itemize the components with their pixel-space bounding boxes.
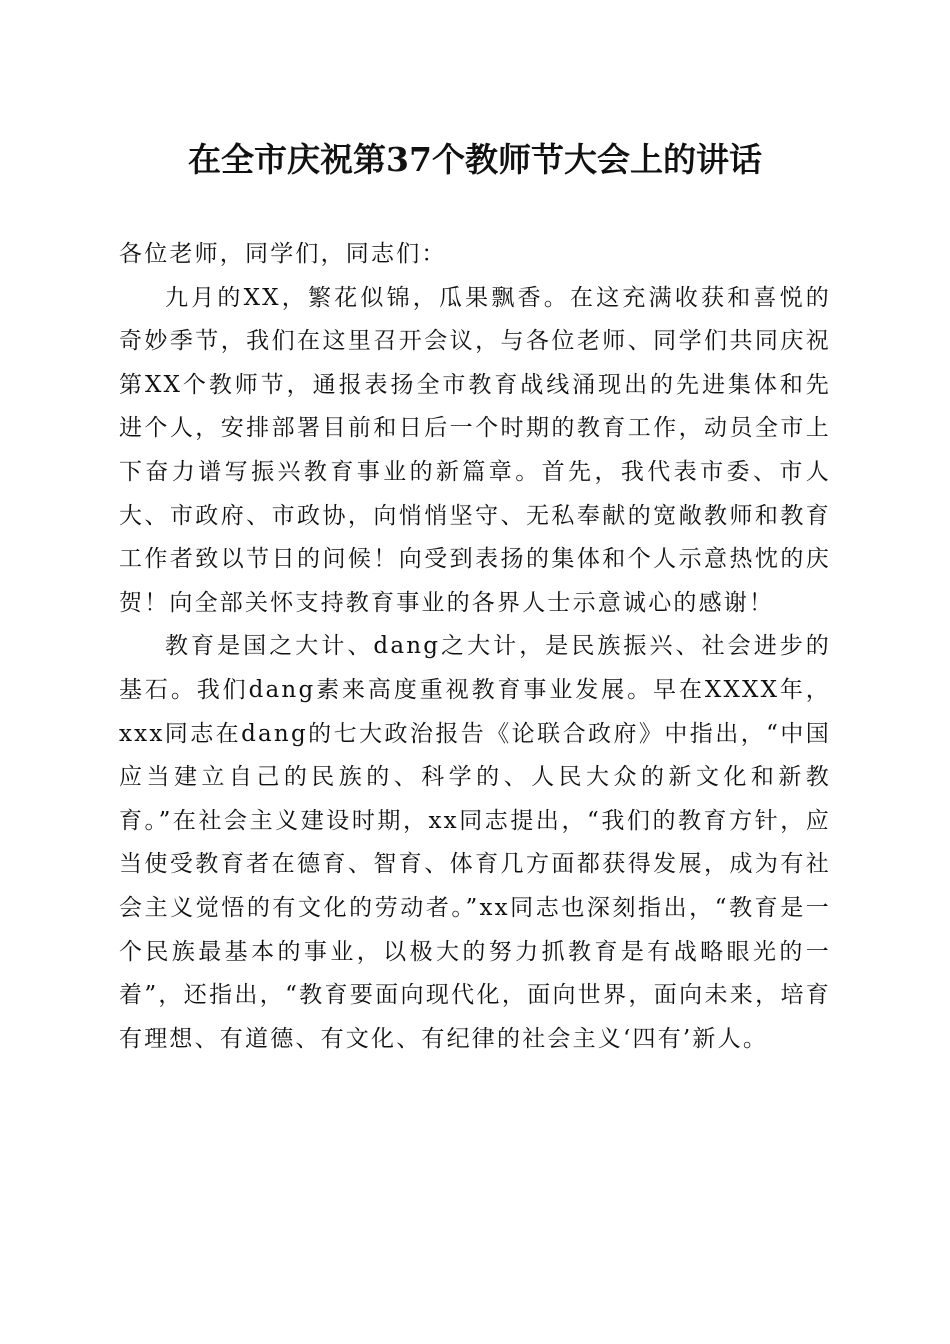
salutation: 各位老师，同学们，同志们： — [119, 241, 447, 267]
paragraph-1: 九月的XX，繁花似锦，瓜果飘香。在这充满收获和喜悦的奇妙季节，我们在这里召开会议，与各位老师、同学们共同庆祝第XX个教师节，通报表扬全市教育战线涌现出的先进集体和先进个人，安排部署目前和日后一个时期的教育工作，动员全市上下奋力谱写振兴教育事业的新篇章。首先，我代表市委、市人大、市政府、市政协，向悄悄坚守、无私奉献的宽敞教师和教育工作者致以节日的问候！向受到表扬的集体和个人示意热忱的庆贺！向全部关怀支持教育事业的各界人士示意诚心的感谢！ — [119, 284, 831, 616]
paragraph-2: 教育是国之大计、dang之大计，是民族振兴、社会进步的基石。我们dang素来高度重视教育事业发展。早在XXXX年，xxx同志在dang的七大政治报告《论联合政府》中指出，“中国应当建立自己的民族的、科学的、人民大众的新文化和新教育。”在社会主义建设时期，xx同志提出，“我们的教育方针，应当使受教育者在德育、智育、体育几方面都获得发展，成为有社会主义觉悟的有文化的劳动者。”xx同志也深刻指出，“教育是一个民族最基本的事业，以极大的努力抓教育是有战略眼光的一着”，还指出，“教育要面向现代化，面向世界，面向未来，培育有理想、有道德、有文化、有纪律的社会主义‘四有’新人。 — [119, 633, 831, 1052]
document-title: 在全市庆祝第37个教师节大会上的讲话 — [188, 140, 762, 179]
document-body — [119, 233, 831, 1061]
